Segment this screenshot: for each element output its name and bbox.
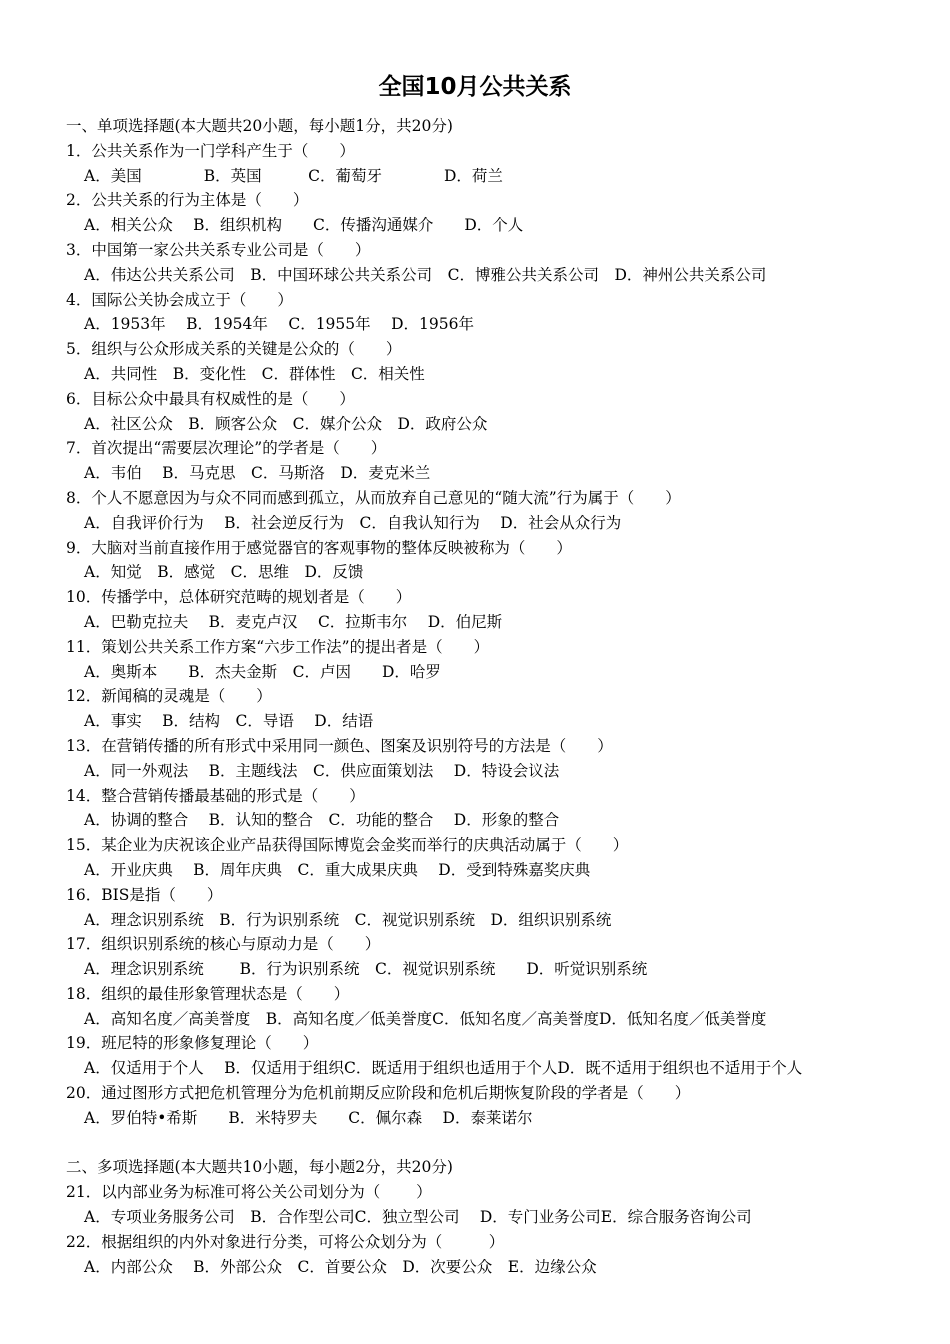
question-options: A．韦伯 B．马克思 C．马斯洛 D．麦克米兰 xyxy=(84,464,431,483)
question-options: A．罗伯特•希斯 B．米特罗夫 C．佩尔森 D．泰莱诺尔 xyxy=(84,1108,533,1127)
question-options: A．专项业务服务公司 B．合作型公司C．独立型公司 D．专门业务公司E．综合服务咨询公司 xyxy=(84,1208,752,1227)
question-options: A．知觉 B．感觉 C．思维 D．反馈 xyxy=(84,563,364,582)
question-options: A．美国 B．英国 C．葡萄牙 D．荷兰 xyxy=(84,166,503,185)
section-2-heading: 二、多项选择题(本大题共10小题，每小题2分，共20分) xyxy=(66,1158,453,1177)
question-options: A．共同性 B．变化性 C．群体性 C．相关性 xyxy=(84,364,425,383)
section-gap xyxy=(66,1131,936,1156)
question-text: 4．国际公关协会成立于（ ） xyxy=(66,290,293,309)
question-text: 15．某企业为庆祝该企业产品获得国际博览会金奖而举行的庆典活动属于（ ） xyxy=(66,836,629,855)
question-text: 14．整合营销传播最基础的形式是（ ） xyxy=(66,786,365,805)
section-2-questions xyxy=(66,1180,936,1279)
question-text: 17．组织识别系统的核心与原动力是（ ） xyxy=(66,935,381,954)
question-options: A．自我评价行为 B．社会逆反行为 C．自我认知行为 D．社会从众行为 xyxy=(84,513,622,532)
question-text: 5．组织与公众形成关系的关键是公众的（ ） xyxy=(66,340,402,359)
question-text: 8．个人不愿意因为与众不同而感到孤立，从而放弃自己意见的“随大流”行为属于（ ） xyxy=(66,488,681,507)
question-text: 12．新闻稿的灵魂是（ ） xyxy=(66,687,272,706)
question-options: A．社区公众 B．顾客公众 C．媒介公众 D．政府公众 xyxy=(84,414,488,433)
question-options: A．巴勒克拉夫 B．麦克卢汉 C．拉斯韦尔 D．伯尼斯 xyxy=(84,612,503,631)
question-options: A．内部公众 B．外部公众 C．首要公众 D．次要公众 E．边缘公众 xyxy=(84,1257,597,1276)
question-text: 21．以内部业务为标准可将公关公司划分为（ ） xyxy=(66,1183,432,1202)
question-text: 20．通过图形方式把危机管理分为危机前期反应阶段和危机后期恢复阶段的学者是（ ） xyxy=(66,1084,691,1103)
question-text: 18．组织的最佳形象管理状态是（ ） xyxy=(66,984,350,1003)
question-options: A．协调的整合 B．认知的整合 C．功能的整合 D．形象的整合 xyxy=(84,811,560,830)
page-title: 全国10月公共关系 xyxy=(378,74,572,100)
question-options: A．1953年 B．1954年 C．1955年 D．1956年 xyxy=(84,315,474,334)
exam-content xyxy=(66,114,936,1279)
question-options: A．同一外观法 B．主题线法 C．供应面策划法 D．特设会议法 xyxy=(84,761,560,780)
question-text: 16．BIS是指（ ） xyxy=(66,885,223,904)
question-text: 7．首次提出“需要层次理论”的学者是（ ） xyxy=(66,439,387,458)
section-1-questions xyxy=(66,139,936,1131)
question-text: 10．传播学中，总体研究范畴的规划者是（ ） xyxy=(66,588,412,607)
question-options: A．高知名度／高美誉度 B．高知名度／低美誉度C．低知名度／高美誉度D．低知名度／低美誉度 xyxy=(84,1009,767,1028)
question-text: 19．班尼特的形象修复理论（ ） xyxy=(66,1034,319,1053)
question-text: 9．大脑对当前直接作用于感觉器官的客观事物的整体反映被称为（ ） xyxy=(66,538,572,557)
question-text: 11．策划公共关系工作方案“六步工作法”的提出者是（ ） xyxy=(66,637,490,656)
question-text: 3．中国第一家公共关系专业公司是（ ） xyxy=(66,240,371,259)
question-options: A．相关公众 B．组织机构 C．传播沟通媒介 D．个人 xyxy=(84,216,524,235)
question-text: 1．公共关系作为一门学科产生于（ ） xyxy=(66,141,355,160)
question-options: A．仅适用于个人 B．仅适用于组织C．既适用于组织也适用于个人D．既不适用于组织也不适用于个人 xyxy=(84,1059,803,1078)
section-1-heading: 一、单项选择题(本大题共20小题，每小题1分，共20分) xyxy=(66,117,453,135)
question-options: A．伟达公共关系公司 B．中国环球公共关系公司 C．博雅公共关系公司 D．神州公共关系公司 xyxy=(84,265,767,284)
question-options: A．事实 B．结构 C．导语 D．结语 xyxy=(84,712,374,731)
question-options: A．奥斯本 B．杰夫金斯 C．卢因 D．哈罗 xyxy=(84,662,441,681)
question-text: 2．公共关系的行为主体是（ ） xyxy=(66,191,309,210)
question-options: A．理念识别系统 B．行为识别系统 C．视觉识别系统 D．组织识别系统 xyxy=(84,910,612,929)
question-text: 6．目标公众中最具有权威性的是（ ） xyxy=(66,389,355,408)
question-options: A．开业庆典 B．周年庆典 C．重大成果庆典 D．受到特殊嘉奖庆典 xyxy=(84,860,591,879)
question-options: A．理念识别系统 B．行为识别系统 C．视觉识别系统 D．听觉识别系统 xyxy=(84,960,648,979)
question-text: 13．在营销传播的所有形式中采用同一颜色、图案及识别符号的方法是（ ） xyxy=(66,736,613,755)
question-text: 22．根据组织的内外对象进行分类，可将公众划分为（ ） xyxy=(66,1232,505,1251)
